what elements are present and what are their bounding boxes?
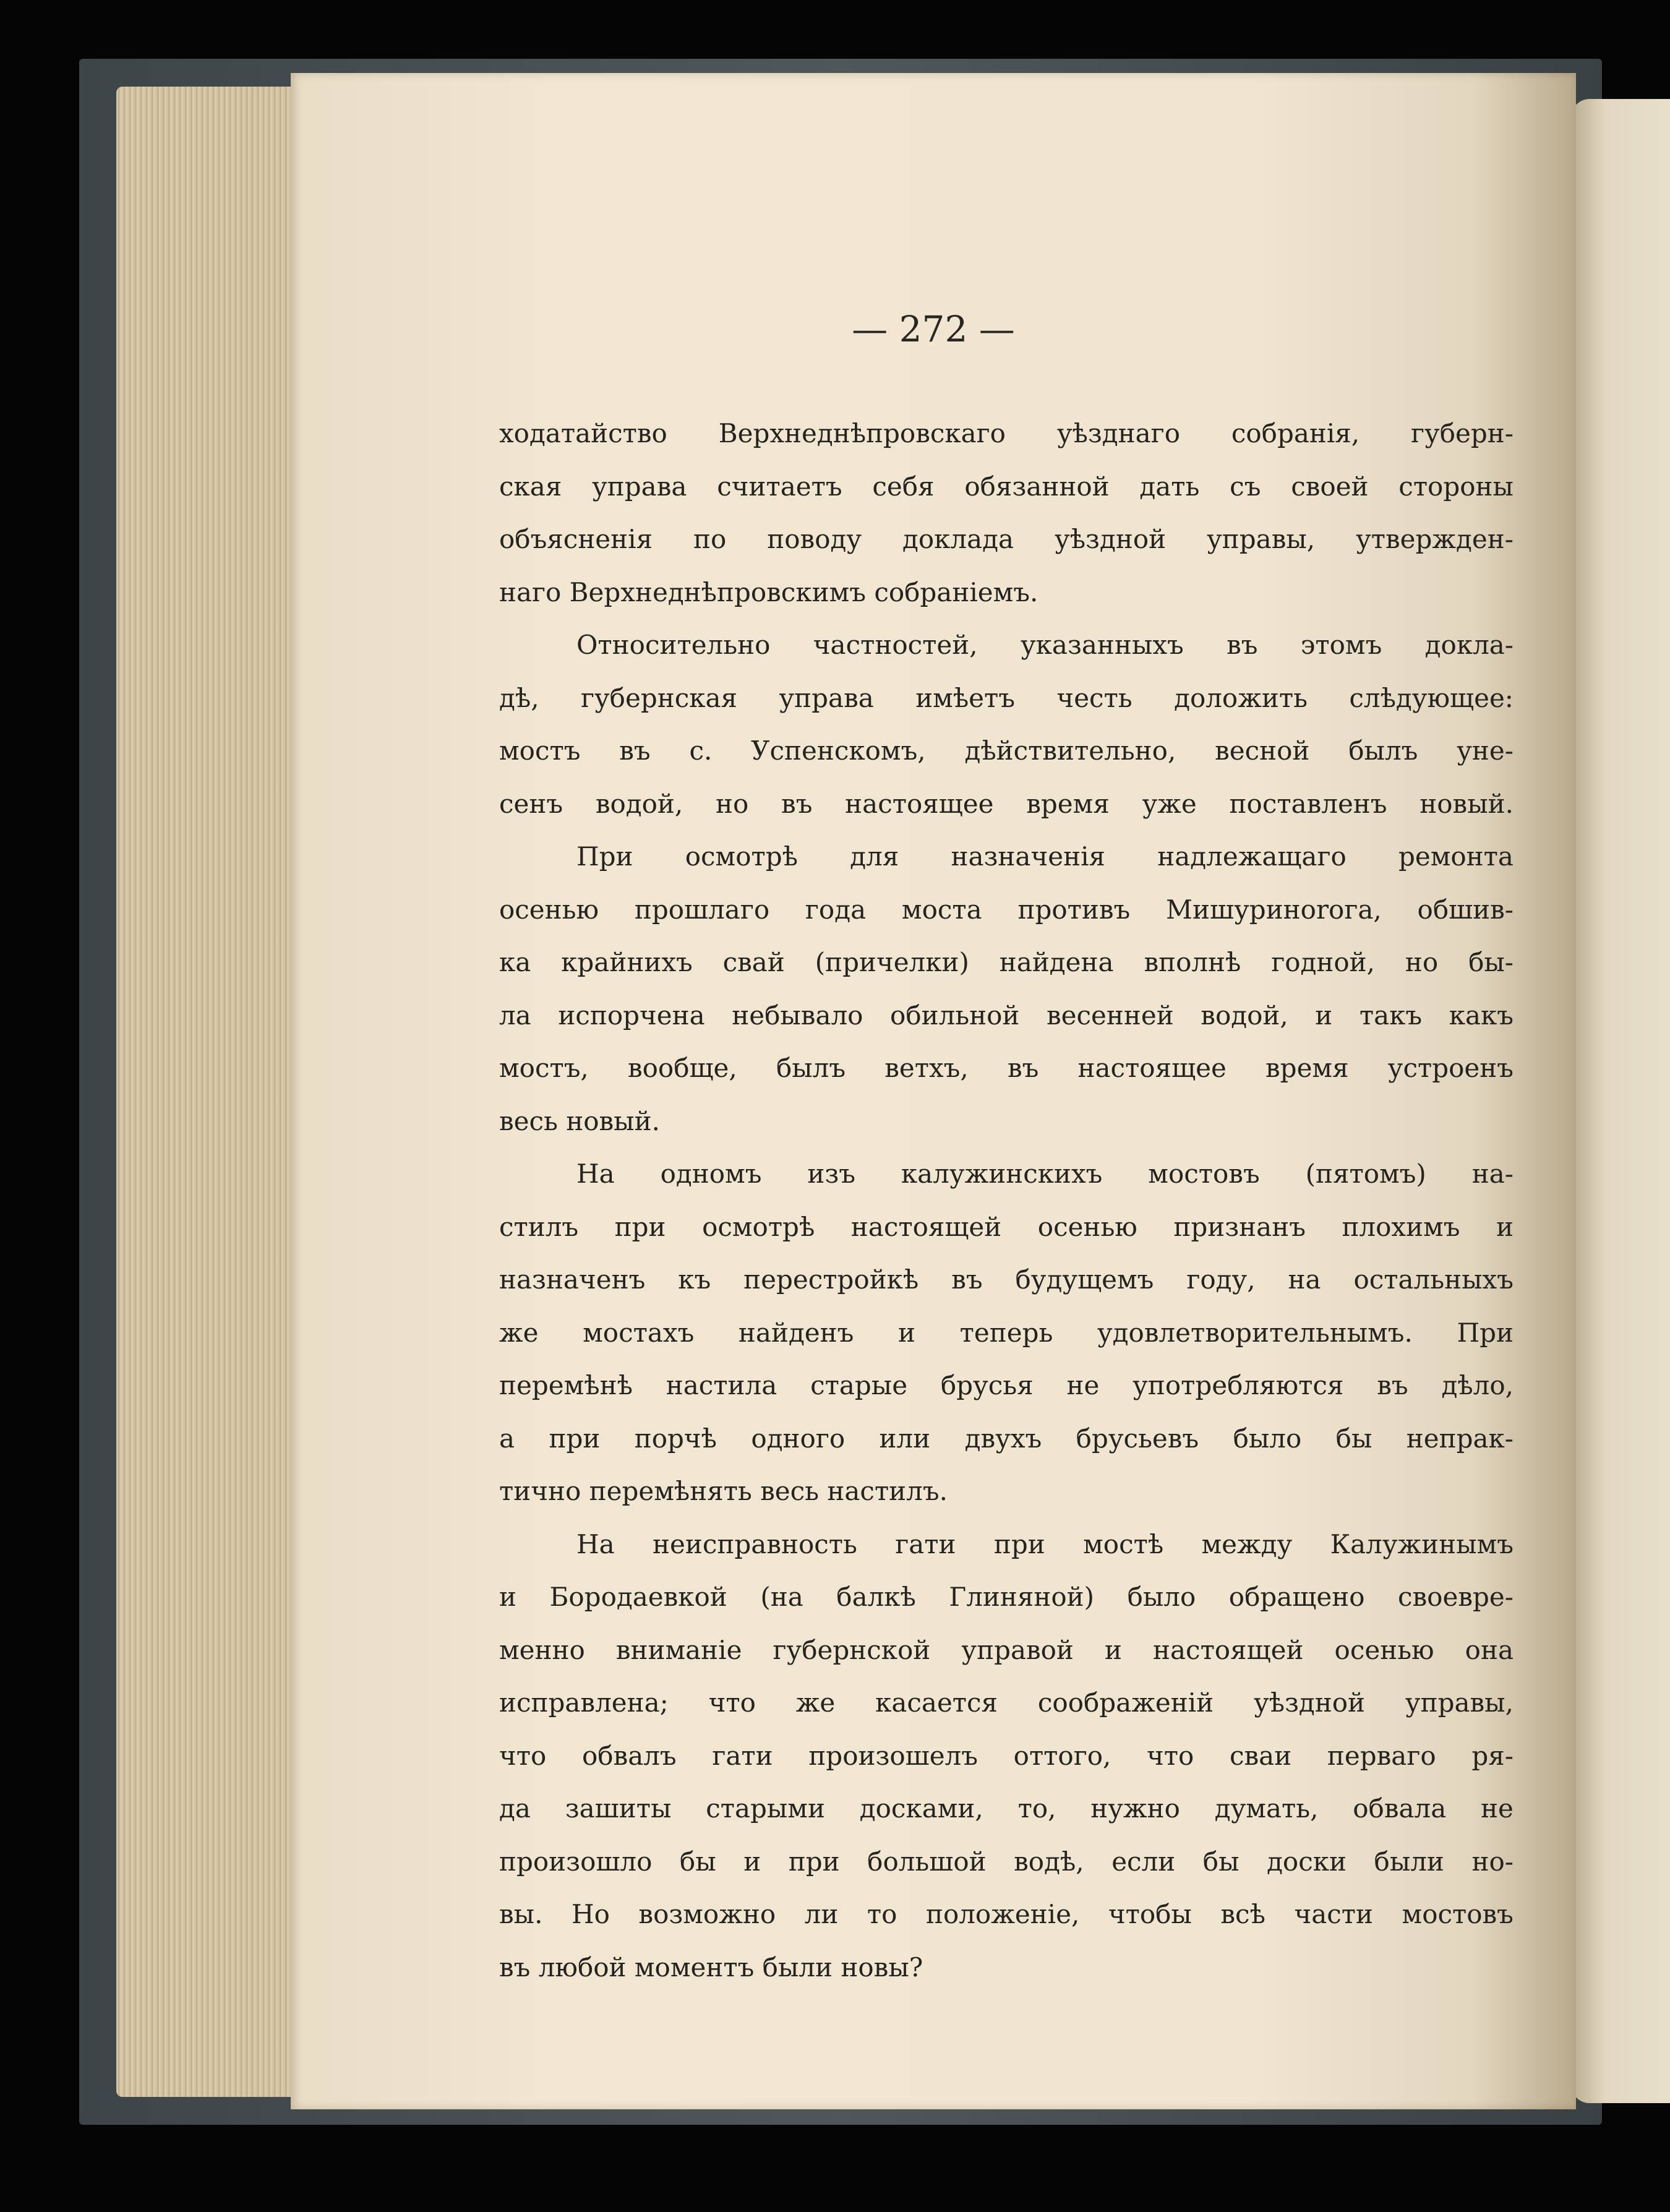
- facing-page-edge: [1571, 99, 1670, 2103]
- word: вообще,: [627, 1053, 737, 1083]
- text-line: [499, 1571, 1514, 1624]
- word: если: [1111, 1846, 1176, 1877]
- word: при: [549, 1423, 601, 1454]
- word: произошелъ: [808, 1740, 978, 1771]
- word: возможно: [638, 1899, 776, 1929]
- word: сенъ: [499, 788, 563, 819]
- word: себя: [872, 471, 935, 502]
- word: годной,: [1271, 947, 1376, 977]
- word: (пятомъ): [1305, 1159, 1426, 1189]
- word: своевре-: [1398, 1582, 1514, 1612]
- text-line: [499, 1042, 1514, 1095]
- word: для: [850, 841, 899, 872]
- word: чтобы: [1108, 1899, 1192, 1929]
- word: имѣетъ: [915, 682, 1015, 713]
- word: въ: [619, 735, 651, 766]
- word: осенью: [499, 894, 599, 925]
- word: вы.: [499, 1899, 543, 1929]
- word: настоящей: [1153, 1634, 1304, 1665]
- word: моста: [901, 894, 982, 925]
- word: ла: [499, 1000, 531, 1031]
- word: при: [788, 1846, 840, 1877]
- word: прошлаго: [634, 894, 770, 925]
- word: что: [1147, 1740, 1194, 1771]
- word: управа: [779, 682, 874, 713]
- word: честь: [1056, 682, 1133, 713]
- word: на: [1288, 1264, 1321, 1295]
- word: что: [708, 1687, 756, 1718]
- word: въ: [1227, 630, 1258, 660]
- word: да: [499, 1793, 531, 1824]
- word: найдена: [999, 947, 1114, 977]
- word: утвержден-: [1356, 524, 1514, 554]
- word: было: [1127, 1582, 1196, 1612]
- word: ветхъ,: [884, 1053, 969, 1083]
- word: поставленъ: [1229, 788, 1387, 819]
- word: весенней: [1047, 1000, 1174, 1031]
- word: ходатайство: [499, 418, 667, 448]
- word: устроенъ: [1387, 1053, 1514, 1083]
- word: она: [1465, 1634, 1514, 1665]
- word: настоящей: [850, 1211, 1002, 1242]
- word: На: [576, 1159, 615, 1189]
- text-line: [499, 1412, 1514, 1465]
- page-number: — 272 —: [852, 308, 1015, 350]
- word: крайнихъ: [561, 947, 693, 977]
- text-line: [499, 619, 1514, 672]
- word: нужно: [1090, 1793, 1180, 1824]
- word: было: [1233, 1423, 1302, 1454]
- word: гати: [712, 1740, 773, 1771]
- word: доложить: [1174, 682, 1308, 713]
- word: губернская: [580, 682, 738, 713]
- word: водой,: [1201, 1000, 1288, 1031]
- word: обращено: [1228, 1582, 1365, 1612]
- text-line: [499, 460, 1514, 513]
- text-line: наго Верхнеднѣпровскимъ собраніемъ.: [499, 577, 1038, 607]
- word: между: [1201, 1528, 1293, 1559]
- word: доски: [1267, 1846, 1347, 1877]
- word: плохимъ: [1342, 1211, 1460, 1242]
- word: управы,: [1207, 524, 1316, 554]
- word: надлежащаго: [1157, 841, 1347, 872]
- word: на-: [1471, 1159, 1514, 1189]
- word: не: [1481, 1793, 1514, 1824]
- text-line: [499, 936, 1514, 989]
- text-line: [499, 1253, 1514, 1306]
- word: объясненія: [499, 524, 653, 554]
- text-line: [499, 672, 1514, 725]
- word: но-: [1471, 1846, 1514, 1877]
- word: одномъ: [660, 1159, 762, 1189]
- word: осмотрѣ: [685, 841, 798, 872]
- word: уже: [1142, 788, 1197, 819]
- word: дѣло,: [1441, 1370, 1514, 1400]
- text-line: [499, 1888, 1514, 1941]
- word: въ: [1377, 1370, 1408, 1400]
- word: (причелки): [815, 947, 969, 977]
- word: но: [1405, 947, 1439, 977]
- word: теперь: [959, 1317, 1053, 1348]
- word: этомъ: [1300, 630, 1382, 660]
- word: ская: [499, 471, 562, 502]
- word: съ: [1230, 471, 1261, 502]
- word: стилъ: [499, 1211, 579, 1242]
- word: какъ: [1449, 1000, 1514, 1031]
- word: бы: [1202, 1846, 1240, 1877]
- word: же: [795, 1687, 836, 1718]
- word: бы: [1335, 1423, 1372, 1454]
- word: При: [576, 841, 633, 872]
- text-line: [499, 1147, 1514, 1201]
- word: положеніе,: [925, 1899, 1080, 1929]
- word: Калужинымъ: [1330, 1528, 1514, 1559]
- word: употребляются: [1133, 1370, 1344, 1400]
- text-line: [499, 513, 1514, 566]
- text-line: [499, 1835, 1514, 1888]
- word: новый.: [1419, 788, 1514, 819]
- word: мостахъ: [583, 1317, 695, 1348]
- book-page: [291, 73, 1576, 2109]
- text-line: [499, 778, 1514, 831]
- word: весной: [1215, 735, 1310, 766]
- text-line: весь новый.: [499, 1105, 660, 1136]
- word: ка: [499, 947, 531, 977]
- word: брусья: [940, 1370, 1034, 1400]
- word: старыми: [706, 1793, 825, 1824]
- word: небывало: [732, 1000, 863, 1031]
- word: стороны: [1398, 471, 1514, 502]
- word: брусьевъ: [1076, 1423, 1199, 1454]
- word: мостъ: [499, 735, 581, 766]
- word: обшив-: [1417, 894, 1514, 925]
- word: при: [614, 1211, 666, 1242]
- word: свай: [722, 947, 785, 977]
- word: и: [1496, 1211, 1514, 1242]
- word: что: [499, 1740, 547, 1771]
- text-line: тично перемѣнять весь настилъ.: [499, 1476, 948, 1506]
- word: бы: [679, 1846, 716, 1877]
- word: всѣ: [1220, 1899, 1265, 1929]
- word: ли: [804, 1899, 839, 1929]
- word: губерн-: [1411, 418, 1514, 448]
- word: Мишуриноrога,: [1166, 894, 1382, 925]
- word: настила: [666, 1370, 777, 1400]
- word: При: [1457, 1317, 1514, 1348]
- word: ря-: [1471, 1740, 1514, 1771]
- word: обвала: [1353, 1793, 1447, 1824]
- text-line: [499, 830, 1514, 883]
- text-line: [499, 407, 1514, 460]
- word: въ: [951, 1264, 983, 1295]
- text-line: [499, 1782, 1514, 1835]
- word: думать,: [1214, 1793, 1319, 1824]
- word: менно: [499, 1634, 585, 1665]
- word: настоящее: [845, 788, 994, 819]
- text-line: въ любой моментъ были новы?: [499, 1952, 923, 1983]
- word: перестройкѣ: [743, 1264, 919, 1295]
- word: вниманіе: [615, 1634, 742, 1665]
- word: и: [499, 1582, 516, 1612]
- word: поводу: [767, 524, 862, 554]
- word: осенью: [1334, 1634, 1434, 1665]
- word: уѣзднаго: [1056, 418, 1180, 448]
- word: противъ: [1017, 894, 1131, 925]
- word: осенью: [1037, 1211, 1137, 1242]
- word: обязанной: [964, 471, 1110, 502]
- word: мостъ,: [499, 1053, 589, 1083]
- word: Верхнеднѣпровскаго: [718, 418, 1006, 448]
- text-line: [499, 1624, 1514, 1677]
- word: водѣ,: [1014, 1846, 1084, 1877]
- word: двухъ: [964, 1423, 1042, 1454]
- text-line: [499, 989, 1514, 1042]
- word: калужинскихъ: [901, 1159, 1103, 1189]
- word: назначенія: [951, 841, 1106, 872]
- word: управой: [961, 1634, 1074, 1665]
- word: осмотрѣ: [702, 1211, 815, 1242]
- word: году,: [1186, 1264, 1256, 1295]
- word: мостовъ: [1402, 1899, 1514, 1929]
- word: обвалъ: [581, 1740, 677, 1771]
- word: управа: [592, 471, 687, 502]
- word: время: [1026, 788, 1110, 819]
- word: уѣздной: [1055, 524, 1167, 554]
- word: ремонта: [1398, 841, 1514, 872]
- word: и: [1315, 1000, 1333, 1031]
- word: Успенскомъ,: [751, 735, 926, 766]
- word: а: [499, 1423, 515, 1454]
- word: порчѣ: [634, 1423, 717, 1454]
- word: На: [576, 1528, 615, 1559]
- word: обильной: [890, 1000, 1020, 1031]
- word: то: [867, 1899, 897, 1929]
- word: не: [1066, 1370, 1100, 1400]
- word: оттого,: [1013, 1740, 1111, 1771]
- word: время: [1265, 1053, 1349, 1083]
- word: мостѣ: [1083, 1528, 1164, 1559]
- word: уне-: [1457, 735, 1514, 766]
- word: по: [693, 524, 727, 554]
- word: произошло: [499, 1846, 653, 1877]
- word: къ: [678, 1264, 711, 1295]
- word: уѣздной: [1253, 1687, 1366, 1718]
- word: бы-: [1468, 947, 1514, 977]
- word: Но: [571, 1899, 610, 1929]
- text-line: [499, 1518, 1514, 1571]
- word: найденъ: [738, 1317, 854, 1348]
- word: будущемъ: [1015, 1264, 1154, 1295]
- word: губернской: [773, 1634, 931, 1665]
- word: частностей,: [813, 630, 978, 660]
- word: управы,: [1405, 1687, 1514, 1718]
- word: докла-: [1424, 630, 1514, 660]
- word: и: [743, 1846, 761, 1877]
- word: и: [1104, 1634, 1122, 1665]
- word: былъ: [776, 1053, 846, 1083]
- text-line: [499, 724, 1514, 778]
- word: гати: [895, 1528, 956, 1559]
- word: такъ: [1359, 1000, 1423, 1031]
- word: части: [1294, 1899, 1373, 1929]
- word: одного: [751, 1423, 846, 1454]
- body-text: [499, 407, 1514, 1994]
- word: Глиняной): [949, 1582, 1095, 1612]
- word: (на: [760, 1582, 803, 1612]
- word: сваи: [1230, 1740, 1292, 1771]
- word: настоящее: [1077, 1053, 1227, 1083]
- word: собранія,: [1231, 418, 1360, 448]
- word: мостовъ: [1148, 1159, 1260, 1189]
- word: непрак-: [1406, 1423, 1514, 1454]
- word: изъ: [807, 1159, 855, 1189]
- word: с.: [689, 735, 713, 766]
- text-line: [499, 883, 1514, 937]
- word: водой,: [595, 788, 683, 819]
- word: старые: [810, 1370, 908, 1400]
- word: зашиты: [565, 1793, 672, 1824]
- word: соображеній: [1037, 1687, 1214, 1718]
- text-line: [499, 1730, 1514, 1783]
- word: остальныхъ: [1353, 1264, 1514, 1295]
- word: или: [879, 1423, 931, 1454]
- word: въ: [1007, 1053, 1039, 1083]
- word: досками,: [859, 1793, 983, 1824]
- word: слѣдующее:: [1349, 682, 1514, 713]
- word: указанныхъ: [1020, 630, 1184, 660]
- word: своей: [1291, 471, 1369, 502]
- word: балкѣ: [836, 1582, 916, 1612]
- word: испорчена: [558, 1000, 705, 1031]
- word: въ: [781, 788, 813, 819]
- text-line: [499, 1306, 1514, 1360]
- word: и: [898, 1317, 916, 1348]
- word: назначенъ: [499, 1264, 646, 1295]
- word: удовлетворительнымъ.: [1097, 1317, 1413, 1348]
- word: дать: [1139, 471, 1200, 502]
- word: былъ: [1348, 735, 1418, 766]
- word: Бородаевкой: [549, 1582, 727, 1612]
- word: большой: [867, 1846, 987, 1877]
- word: касается: [875, 1687, 998, 1718]
- word: дѣйствительно,: [964, 735, 1176, 766]
- word: при: [993, 1528, 1045, 1559]
- word: доклада: [902, 524, 1014, 554]
- text-line: [499, 1676, 1514, 1730]
- word: неисправность: [653, 1528, 857, 1559]
- word: считаетъ: [717, 471, 842, 502]
- word: то,: [1017, 1793, 1056, 1824]
- word: перемѣнѣ: [499, 1370, 633, 1400]
- word: но: [716, 788, 749, 819]
- page-stack-edge: [116, 87, 296, 2097]
- word: были: [1374, 1846, 1444, 1877]
- word: перваго: [1327, 1740, 1436, 1771]
- word: вполнѣ: [1144, 947, 1241, 977]
- word: года: [805, 894, 867, 925]
- word: дѣ,: [499, 682, 539, 713]
- word: же: [499, 1317, 539, 1348]
- word: признанъ: [1173, 1211, 1306, 1242]
- text-line: [499, 1359, 1514, 1412]
- word: Относительно: [576, 630, 771, 660]
- word: исправлена;: [499, 1687, 669, 1718]
- text-line: [499, 1201, 1514, 1254]
